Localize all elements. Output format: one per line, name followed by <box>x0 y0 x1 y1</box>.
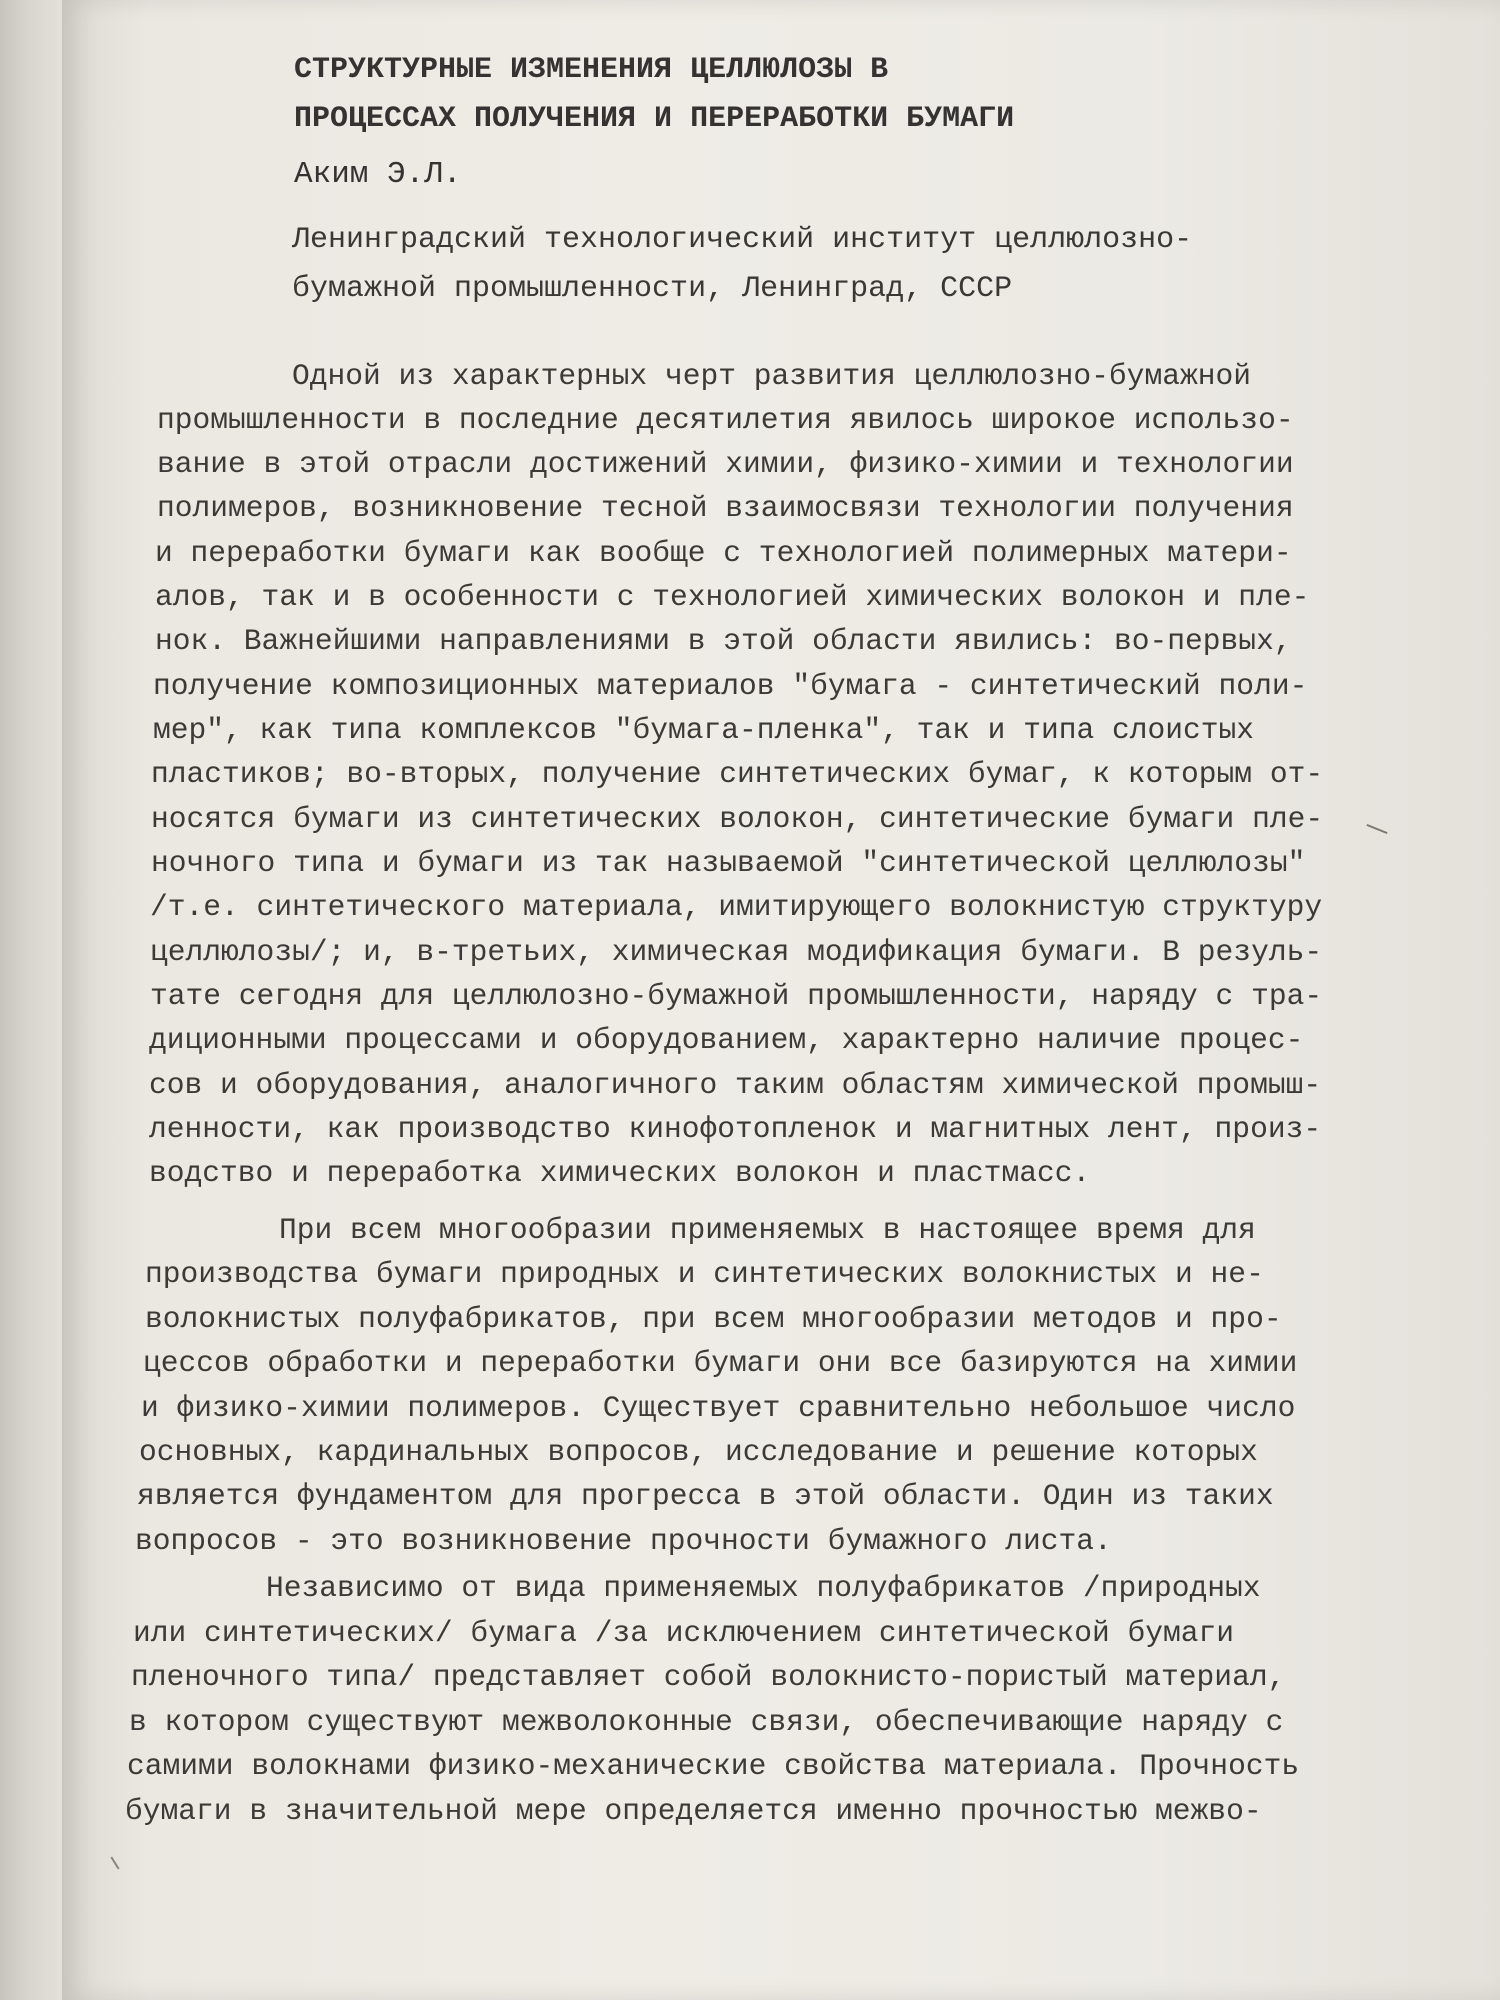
paragraph-1-line: водство и переработка химических волокон и пластмасс. <box>149 1156 1091 1190</box>
paragraph-1-line: целлюлозы/; и, в-третьих, химическая модификация бумаги. В резуль- <box>150 935 1323 969</box>
paragraph-2-line: вопросов - это возникновение прочности бумажного листа. <box>135 1524 1112 1558</box>
paragraph-3-line: в котором существуют межволоконные связи, обеспечивающие наряду с <box>129 1705 1284 1739</box>
paragraph-1-line: промышленности в последние десятилетия явилось широкое использо- <box>157 403 1294 437</box>
paragraph-1-line: ночного типа и бумаги из так называемой "синтетической целлюлозы" <box>151 846 1306 880</box>
paragraph-3-line: Независимо от вида применяемых полуфабрикатов /природных <box>266 1571 1261 1605</box>
paragraph-3-line: или синтетических/ бумага /за исключением синтетической бумаги <box>133 1616 1235 1650</box>
paragraph-2-line: При всем многообразии применяемых в настоящее время для <box>279 1213 1256 1247</box>
title-line-1: СТРУКТУРНЫЕ ИЗМЕНЕНИЯ ЦЕЛЛЮЛОЗЫ В <box>294 53 889 87</box>
paragraph-1-line: /т.е. синтетического материала, имитирующего волокнистую структуру <box>150 890 1323 924</box>
paragraph-1-line: диционными процессами и оборудованием, характерно наличие процес- <box>149 1023 1304 1057</box>
paragraph-1-line: носятся бумаги из синтетических волокон, синтетические бумаги пле- <box>151 802 1324 836</box>
paragraph-1-line: ленности, как производство кинофотопленок и магнитных лент, произ- <box>149 1112 1322 1146</box>
paragraph-1-line: мер", как типа комплексов "бумага-пленка", так и типа слоистых <box>153 713 1255 747</box>
paragraph-1-line: Одной из характерных черт развития целлюлозно-бумажной <box>292 359 1251 393</box>
paragraph-1-line: пластиков; во-вторых, получение синтетических бумаг, к которым от- <box>151 757 1324 791</box>
paragraph-1-line: вание в этой отрасли достижений химии, физико-химии и технологии <box>157 447 1294 481</box>
paragraph-1-line: полимеров, возникновение тесной взаимосвязи технологии получения <box>157 491 1294 525</box>
paragraph-2-line: основных, кардинальных вопросов, исследование и решение которых <box>139 1435 1258 1469</box>
paragraph-1-line: нок. Важнейшими направлениями в этой области явились: во-первых, <box>155 624 1292 658</box>
paragraph-2-line: волокнистых полуфабрикатов, при всем многообразии методов и про- <box>145 1302 1282 1336</box>
affiliation-line-1: Ленинградский технологический институт целлюлозно- <box>292 223 1193 257</box>
paragraph-3-line: пленочного типа/ представляет собой волокнисто-пористый материал, <box>131 1660 1286 1694</box>
paragraph-1-line: тате сегодня для целлюлозно-бумажной промышленности, наряду с тра- <box>150 979 1323 1013</box>
paragraph-1-line: и переработки бумаги как вообще с технологией полимерных матери- <box>155 536 1292 570</box>
affiliation-line-2: бумажной промышленности, Ленинград, СССР <box>292 272 1013 306</box>
paragraph-2-line: цессов обработки и переработки бумаги они все базируются на химии <box>143 1346 1298 1380</box>
author-name: Аким Э.Л. <box>294 157 462 192</box>
paragraph-1-line: алов, так и в особенности с технологией химических волокон и пле- <box>155 580 1310 614</box>
paragraph-2-line: является фундаментом для прогресса в этой области. Один из таких <box>137 1479 1274 1513</box>
paragraph-2-line: производства бумаги природных и синтетических волокнистых и не- <box>145 1257 1264 1291</box>
title-line-2: ПРОЦЕССАХ ПОЛУЧЕНИЯ И ПЕРЕРАБОТКИ БУМАГИ <box>294 102 1015 136</box>
paragraph-3-line: самими волокнами физико-механические свойства материала. Прочность <box>127 1749 1300 1783</box>
paragraph-1-line: получение композиционных материалов "бумага - синтетический поли- <box>153 669 1308 703</box>
paragraph-3-line: бумаги в значительной мере определяется именно прочностью межво- <box>125 1794 1262 1828</box>
paragraph-2-line: и физико-химии полимеров. Существует сравнительно небольшое число <box>141 1391 1296 1425</box>
paragraph-1-line: сов и оборудования, аналогичного таким областям химической промыш- <box>149 1068 1322 1102</box>
